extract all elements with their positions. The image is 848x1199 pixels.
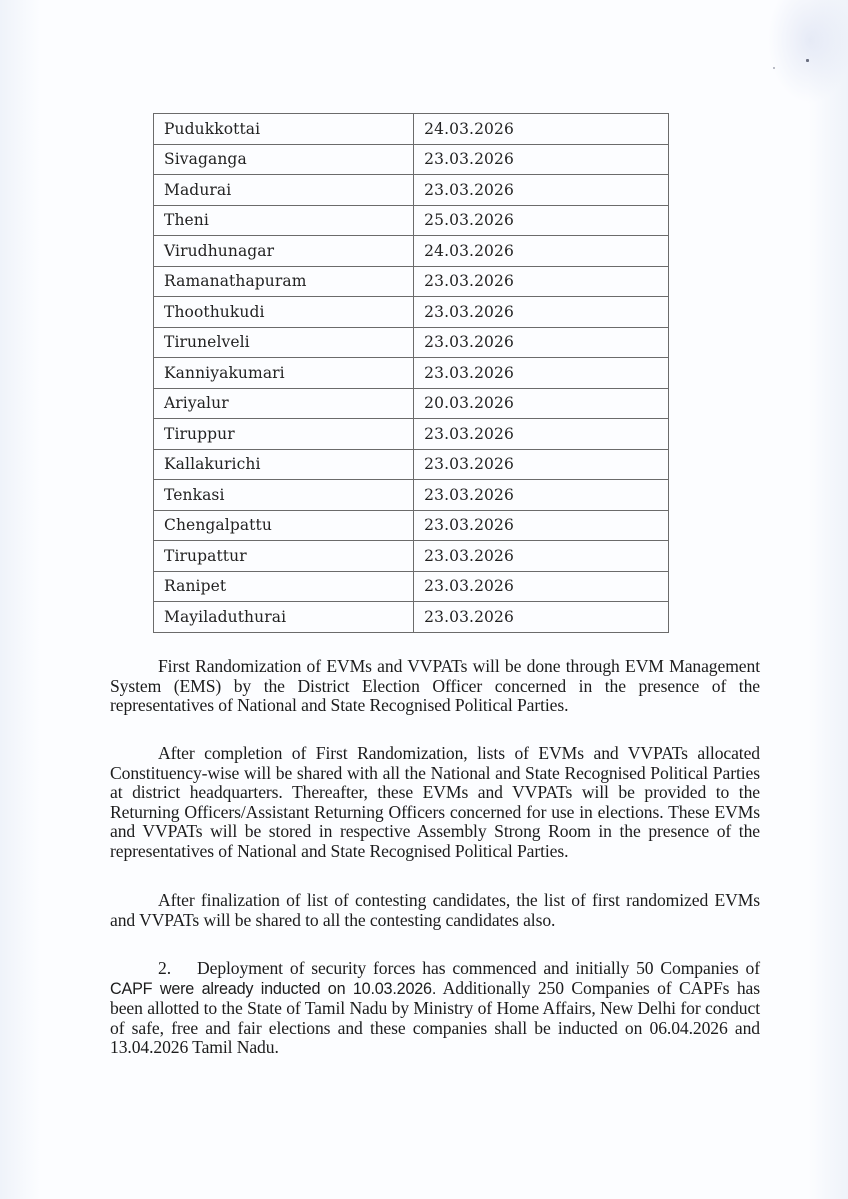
district-cell: Kanniyakumari [154, 358, 414, 389]
district-cell: Ariyalur [154, 388, 414, 419]
district-cell: Pudukkottai [154, 114, 414, 145]
date-cell: 23.03.2026 [414, 571, 669, 602]
date-cell: 23.03.2026 [414, 358, 669, 389]
district-cell: Theni [154, 205, 414, 236]
date-cell: 24.03.2026 [414, 236, 669, 267]
scan-speck [773, 67, 775, 69]
table-row [154, 175, 669, 206]
district-cell: Thoothukudi [154, 297, 414, 328]
table-row [154, 266, 669, 297]
table-row [154, 449, 669, 480]
district-cell: Tiruppur [154, 419, 414, 450]
district-cell: Tirupattur [154, 541, 414, 572]
date-cell: 24.03.2026 [414, 114, 669, 145]
district-cell: Madurai [154, 175, 414, 206]
scan-speck [806, 59, 809, 62]
date-cell: 23.03.2026 [414, 602, 669, 633]
date-cell: 23.03.2026 [414, 175, 669, 206]
date-cell: 23.03.2026 [414, 541, 669, 572]
district-cell: Chengalpattu [154, 510, 414, 541]
date-cell: 23.03.2026 [414, 480, 669, 511]
table-row [154, 602, 669, 633]
date-cell: 23.03.2026 [414, 510, 669, 541]
table-row [154, 571, 669, 602]
table-row [154, 358, 669, 389]
table-row [154, 419, 669, 450]
district-cell: Virudhunagar [154, 236, 414, 267]
date-cell: 23.03.2026 [414, 297, 669, 328]
table-row [154, 114, 669, 145]
date-cell: 23.03.2026 [414, 419, 669, 450]
paragraph-text-part-b: Additionally 250 Companies of CAPFs has been allotted to the State of Tamil Nadu by Ministry of Home Affairs, New Delhi for conduct of safe, free and fair elections and these companies shall be inducted on 06.04.2026 and 13.04.2026 Tamil Nadu. [110, 977, 760, 1058]
paragraph-after-finalization [110, 891, 760, 930]
district-cell: Tirunelveli [154, 327, 414, 358]
paragraph-security-forces [110, 959, 760, 1058]
district-date-table [153, 113, 669, 633]
paragraph-after-completion [110, 744, 760, 862]
paragraph-text-part-a: Deployment of security forces has commenced and initially 50 Companies of [197, 958, 760, 978]
date-cell: 23.03.2026 [414, 266, 669, 297]
district-cell: Ramanathapuram [154, 266, 414, 297]
paragraph-text: After completion of First Randomization, lists of EVMs and VVPATs allocated Constituency-wise will be shared with all the National and State Recognised Political Parties at district headquarters. Thereafter, these EVMs and VVPATs will be provided to the Returning Officers/Assistant Returning Officers concerned for use in elections. These EVMs and VVPATs will be stored in respective Assembly Strong Room in the presence of the representatives of National and State Recognised Political Parties. [110, 743, 760, 861]
date-cell: 20.03.2026 [414, 388, 669, 419]
district-cell: Kallakurichi [154, 449, 414, 480]
date-cell: 23.03.2026 [414, 144, 669, 175]
table-row [154, 388, 669, 419]
date-cell: 25.03.2026 [414, 205, 669, 236]
district-cell: Mayiladuthurai [154, 602, 414, 633]
table-row [154, 480, 669, 511]
table-row [154, 236, 669, 267]
date-cell: 23.03.2026 [414, 327, 669, 358]
paragraph-number: 2. [158, 958, 171, 978]
paragraph-first-randomization [110, 657, 760, 716]
paragraph-text: After finalization of list of contesting candidates, the list of first randomized EVMs and VVPATs will be shared to all the contesting candidates also. [110, 890, 760, 930]
date-cell: 23.03.2026 [414, 449, 669, 480]
district-cell: Tenkasi [154, 480, 414, 511]
table-body [154, 114, 669, 633]
table-row [154, 541, 669, 572]
paragraph-text-capf-inducted: CAPF were already inducted on 10.03.2026. [110, 979, 437, 998]
table-row [154, 205, 669, 236]
table-row [154, 327, 669, 358]
district-cell: Ranipet [154, 571, 414, 602]
table-row [154, 510, 669, 541]
district-cell: Sivaganga [154, 144, 414, 175]
table-row [154, 144, 669, 175]
paragraph-text: First Randomization of EVMs and VVPATs will be done through EVM Management System (EMS) by the District Election Officer concerned in the presence of the representatives of National and State Recognised Political Parties. [110, 656, 760, 716]
table-row [154, 297, 669, 328]
